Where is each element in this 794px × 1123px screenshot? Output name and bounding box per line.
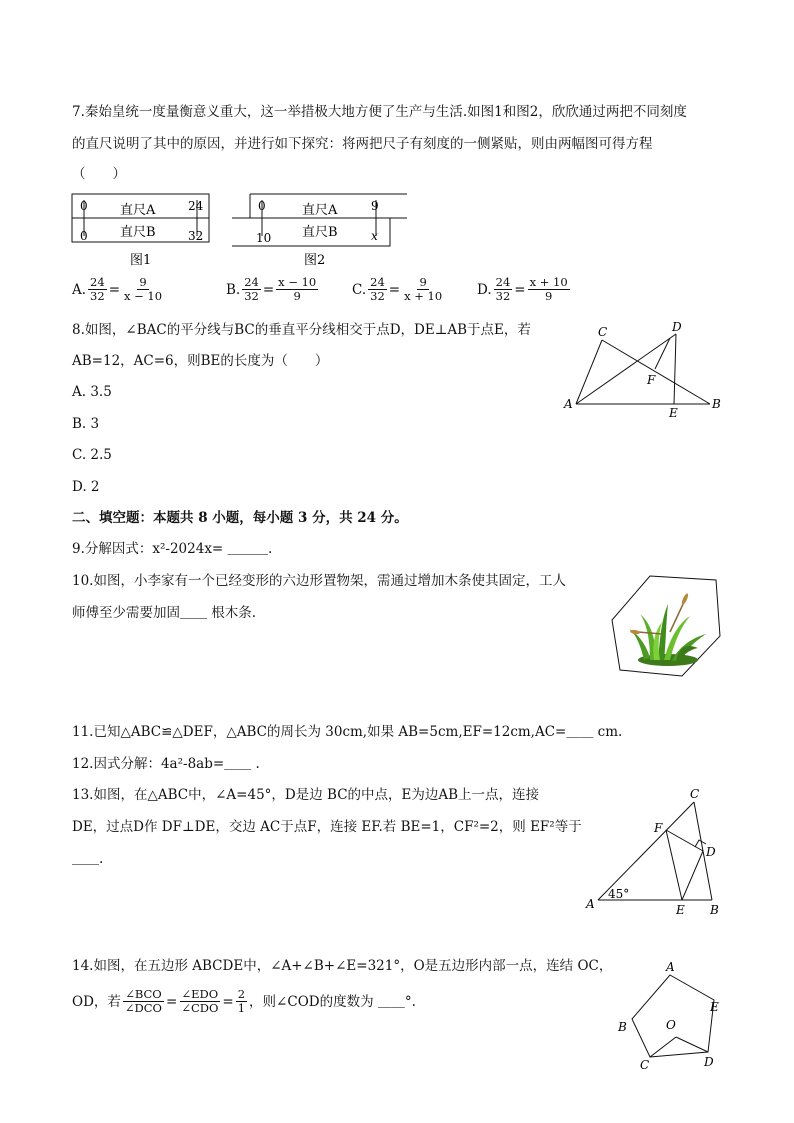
q10-line2: 师傅至少需要加固＿＿ 根木条. <box>72 605 257 621</box>
q7-figure-2 <box>230 190 410 270</box>
q8-option-c[interactable]: C. 2.5 <box>72 447 112 463</box>
q13-line2: DE，过点D作 DF⊥DE，交边 AC于点F，连接 EF.若 BE=1，CF²=2，则 EF²等于 <box>72 819 582 835</box>
fig2-a-end: 9 <box>371 199 379 213</box>
q13-label-e: E <box>676 903 685 917</box>
q8-label-f: F <box>647 373 656 387</box>
q14-line1: 14.如图，在五边形 ABCDE中，∠A+∠B+∠E=321°，O是五边形内部一点，连结 OC， <box>72 958 613 974</box>
q8-option-d[interactable]: D. 2 <box>72 479 100 495</box>
q7-option-a[interactable]: A. $\frac{24}{32}$ = $\frac{9}{x - 10}$ <box>72 275 163 303</box>
q9-text: 9.分解因式：x²-2024x= ＿＿＿. <box>72 541 273 557</box>
q7-line2: 的直尺说明了其中的原因，并进行如下探究：将两把尺子有刻度的一侧紧贴，则由两幅图可得方程 <box>72 136 653 152</box>
q14-label-o: O <box>666 1018 676 1032</box>
q14-label-c: C <box>640 1058 650 1072</box>
fig1-ruler-b: 直尺B <box>120 225 156 240</box>
fig1-b-start: 0 <box>80 229 88 243</box>
fig2-ruler-b: 直尺B <box>302 225 338 240</box>
q13-label-b: B <box>710 903 719 917</box>
fig2-b-start: 10 <box>256 231 272 245</box>
q10-line1: 10.如图，小李家有一个已经变形的六边形置物架，需通过增加木条使其固定，工人 <box>72 573 566 589</box>
q7-option-b[interactable]: B. $\frac{24}{32}$ = $\frac{x - 10}{9}$ <box>226 275 317 303</box>
q8-label-c: C <box>598 325 608 339</box>
q14-line2: OD，若 $\frac{\text{∠BCO}}{\text{∠DCO}}$ = $\frac{\text{∠EDO}}{\text{∠CDO}}$ = $\frac{2}{1}$ ，则∠COD的度数为 ＿＿°. <box>72 987 416 1015</box>
q14-figure <box>610 955 730 1075</box>
q8-figure <box>560 318 730 426</box>
q14-label-d: D <box>704 1055 714 1069</box>
q12-text: 12.因式分解：4a²-8ab=＿＿ . <box>72 756 260 772</box>
fig1-caption: 图1 <box>130 253 152 268</box>
q8-label-d: D <box>672 320 682 334</box>
q7-figure-1 <box>70 190 215 270</box>
q8-option-a[interactable]: A. 3.5 <box>72 384 112 400</box>
q13-label-c: C <box>690 787 700 801</box>
q7-blank: （ ） <box>72 166 126 182</box>
q7-line1: 7.秦始皇统一度量衡意义重大，这一举措极大地方便了生产与生活.如图1和图2，欣欣通过两把不同刻度 <box>72 104 687 120</box>
q8-line1: 8.如图，∠BAC的平分线与BC的垂直平分线相交于点D，DE⊥AB于点E，若 <box>72 322 531 338</box>
section2-title: 二、填空题：本题共 8 小题，每小题 3 分，共 24 分。 <box>72 510 408 526</box>
fig1-a-end: 24 <box>188 199 204 213</box>
q7-option-d[interactable]: D. $\frac{24}{32}$ = $\frac{x + 10}{9}$ <box>477 275 568 303</box>
q7-option-c[interactable]: C. $\frac{24}{32}$ = $\frac{9}{x + 10}$ <box>352 275 443 303</box>
q14-label-e: E <box>710 1000 719 1014</box>
fig2-ruler-a: 直尺A <box>302 203 338 218</box>
q10-hexagon-figure <box>606 572 724 682</box>
q13-label-d: D <box>706 845 716 859</box>
fig2-caption: 图2 <box>304 253 326 268</box>
q8-label-b: B <box>712 397 721 411</box>
q13-line3: ＿＿. <box>72 851 104 867</box>
q14-label-b: B <box>618 1020 627 1034</box>
q14-label-a: A <box>666 960 675 974</box>
fig2-a-start: 0 <box>258 199 266 213</box>
q13-label-a: A <box>586 897 595 911</box>
q11-text: 11.已知△ABC≌△DEF，△ABC的周长为 30cm,如果 AB=5cm,EF=12cm,AC=＿＿ cm. <box>72 724 623 740</box>
fig2-b-end: x <box>371 229 378 243</box>
q13-label-f: F <box>654 821 663 835</box>
q8-label-a: A <box>564 397 573 411</box>
q13-line1: 13.如图，在△ABC中，∠A=45°，D是边 BC的中点，E为边AB上一点，连接 <box>72 787 540 803</box>
q8-label-e: E <box>669 406 678 420</box>
q8-option-b[interactable]: B. 3 <box>72 416 100 432</box>
fig1-ruler-a: 直尺A <box>120 203 156 218</box>
fig1-b-end: 32 <box>188 229 204 243</box>
fig1-a-start: 0 <box>80 199 88 213</box>
q13-angle-label: 45° <box>608 887 630 901</box>
q13-figure <box>582 784 732 919</box>
q8-line2: AB=12，AC=6，则BE的长度为（ ） <box>72 353 329 369</box>
